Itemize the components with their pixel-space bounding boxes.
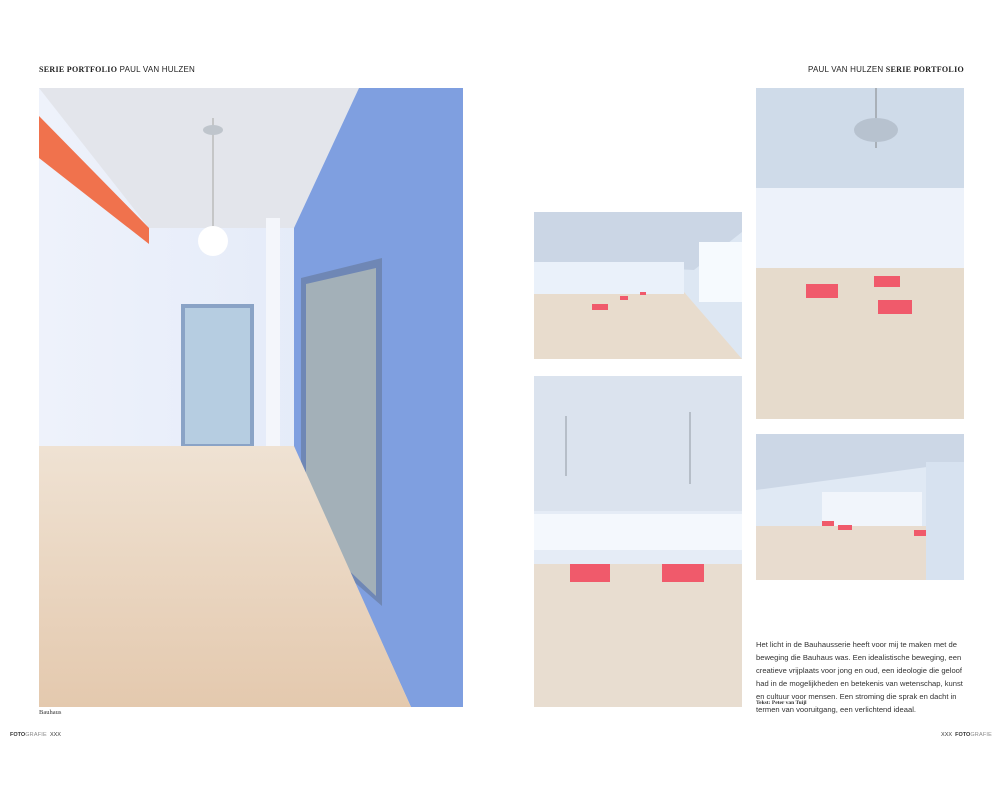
series-label: SERIE PORTFOLIO [39,65,118,74]
page-number: XXX [49,732,61,738]
author-name: PAUL VAN HULZEN [119,65,195,74]
body-text: Het licht in de Bauhausserie heeft voor mij te maken met de beweging die Bauhaus was. Een idealistische beweging, een creatieve vrijplaats voor jong en oud, een ideologie die geloof had in de mogelijkheden en betekenis van wetenschap, kunst en cultuur voor mensen. Een stroming die sprak en dacht in termen van vooruitgang, een verlichtend ideaal. [756,640,963,714]
bauhaus-two-chairs-photo [534,376,742,707]
magazine-brand-suffix: GRAFIE [970,732,992,738]
bauhaus-corner-room-photo [756,434,964,580]
magazine-brand: FOTO [955,732,971,738]
bauhaus-hallway-photo [39,88,463,707]
series-label: SERIE PORTFOLIO [885,65,964,74]
running-header-right [808,65,964,74]
magazine-brand: FOTO [10,732,26,738]
magazine-brand-suffix: GRAFIE [25,732,47,738]
page-number: XXX [941,732,953,738]
author-name: PAUL VAN HULZEN [808,65,884,74]
folio-right [941,732,992,738]
photo-caption: Bauhaus [39,709,62,716]
bauhaus-chairs-room-photo [756,88,964,419]
running-header-left [39,65,195,74]
folio-left [10,732,61,738]
text-credit: Tekst: Peter van Tuijl [756,700,807,706]
bauhaus-long-room-photo [534,212,742,359]
